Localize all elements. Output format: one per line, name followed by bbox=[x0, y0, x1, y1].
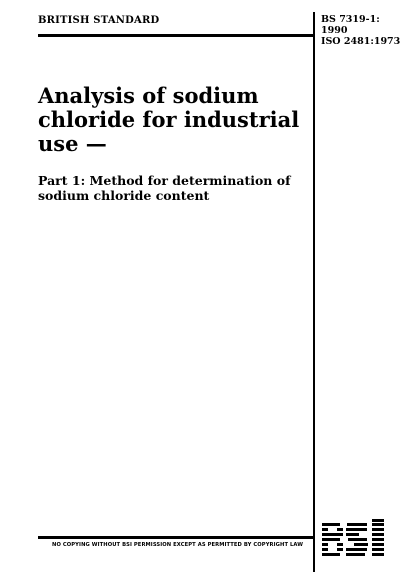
title-line-2: chloride for industrial bbox=[38, 107, 300, 132]
title-line-3: use — bbox=[38, 131, 107, 156]
footer-rule bbox=[38, 536, 313, 539]
title-line-1: Analysis of sodium bbox=[38, 83, 259, 108]
subtitle-line-1: Part 1: Method for determination of bbox=[38, 173, 291, 188]
vertical-divider bbox=[313, 12, 315, 572]
header-label: BRITISH STANDARD bbox=[38, 15, 160, 26]
subtitle-line-2: sodium chloride content bbox=[38, 188, 210, 203]
standard-number-iso: ISO 2481:1973 bbox=[321, 36, 401, 47]
standard-number-year: 1990 bbox=[321, 25, 348, 36]
bsi-logo-icon bbox=[320, 519, 395, 557]
document-subtitle bbox=[38, 173, 308, 203]
standard-numbers bbox=[321, 14, 400, 47]
header-rule bbox=[38, 34, 313, 37]
document-title bbox=[38, 84, 308, 156]
copyright-notice: NO COPYING WITHOUT BSI PERMISSION EXCEPT AS PERMITTED BY COPYRIGHT LAW bbox=[52, 542, 304, 548]
standard-number-bs: BS 7319-1: bbox=[321, 14, 380, 25]
